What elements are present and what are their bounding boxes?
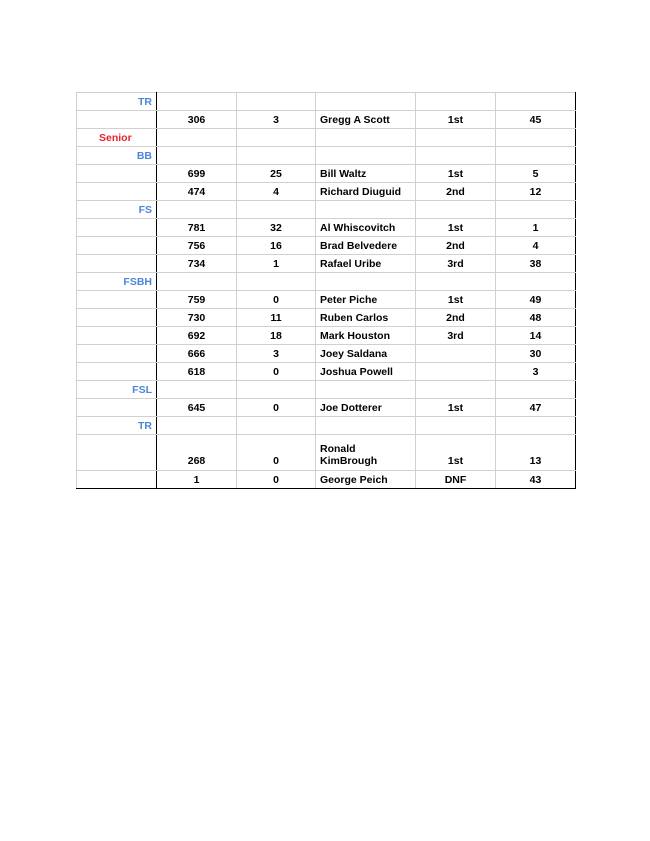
entry-count: 0 [237,435,316,471]
entry-ref: 49 [496,291,576,309]
entry-ref: 38 [496,255,576,273]
entry-number: 692 [157,327,237,345]
entry-name [316,435,416,471]
entry-name: Joe Dotterer [316,399,416,417]
entry-ref: 3 [496,363,576,381]
entry-name: Joshua Powell [316,363,416,381]
entry-place: DNF [416,471,496,489]
entry-number: 306 [157,111,237,129]
table-row [77,471,576,489]
entry-name: Gregg A Scott [316,111,416,129]
entry-ref: 14 [496,327,576,345]
entry-number: 474 [157,183,237,201]
entry-place: 3rd [416,327,496,345]
entry-ref: 5 [496,165,576,183]
entry-place: 1st [416,111,496,129]
entry-count: 3 [237,111,316,129]
table-row [77,399,576,417]
table-row [77,219,576,237]
category-row-fsl [77,381,576,399]
entry-name: Peter Piche [316,291,416,309]
table-row [77,309,576,327]
entry-ref: 4 [496,237,576,255]
category-label: TR [77,417,157,435]
entry-count: 16 [237,237,316,255]
entry-name: Joey Saldana [316,345,416,363]
table-row [77,291,576,309]
table-row [77,435,576,471]
entry-count: 0 [237,291,316,309]
entry-place: 1st [416,435,496,471]
category-row-tr [77,93,576,111]
entry-count: 18 [237,327,316,345]
entry-ref: 47 [496,399,576,417]
entry-place: 2nd [416,183,496,201]
entry-count: 1 [237,255,316,273]
category-label: TR [77,93,157,111]
entry-place: 1st [416,291,496,309]
table-row [77,237,576,255]
entry-name: Rafael Uribe [316,255,416,273]
entry-place: 3rd [416,255,496,273]
entry-ref: 12 [496,183,576,201]
entry-name: Mark Houston [316,327,416,345]
entry-number: 666 [157,345,237,363]
category-row-tr [77,417,576,435]
entry-name: Bill Waltz [316,165,416,183]
entry-ref: 13 [496,435,576,471]
entry-number: 781 [157,219,237,237]
category-label: FS [77,201,157,219]
entry-name: Al Whiscovitch [316,219,416,237]
category-label: FSL [77,381,157,399]
entry-name-line-1: Ronald [320,443,356,455]
results-table [76,92,576,489]
category-row-fsbh [77,273,576,291]
entry-name: Ruben Carlos [316,309,416,327]
entry-place [416,363,496,381]
table-row [77,255,576,273]
entry-place [416,345,496,363]
table-row [77,363,576,381]
entry-ref: 43 [496,471,576,489]
table-row [77,165,576,183]
entry-count: 11 [237,309,316,327]
entry-ref: 45 [496,111,576,129]
entry-number: 759 [157,291,237,309]
entry-count: 32 [237,219,316,237]
category-label: FSBH [77,273,157,291]
entry-number: 1 [157,471,237,489]
entry-ref: 30 [496,345,576,363]
category-label: BB [77,147,157,165]
division-row-senior [77,129,576,147]
entry-count: 4 [237,183,316,201]
division-label: Senior [77,129,157,147]
entry-number: 734 [157,255,237,273]
entry-count: 0 [237,399,316,417]
table-row [77,327,576,345]
entry-count: 3 [237,345,316,363]
category-row-bb [77,147,576,165]
entry-number: 730 [157,309,237,327]
table-row [77,345,576,363]
entry-number: 756 [157,237,237,255]
entry-number: 268 [157,435,237,471]
entry-place: 2nd [416,309,496,327]
entry-place: 1st [416,165,496,183]
table-row [77,111,576,129]
entry-count: 0 [237,471,316,489]
entry-count: 0 [237,363,316,381]
entry-place: 2nd [416,237,496,255]
entry-ref: 48 [496,309,576,327]
entry-count: 25 [237,165,316,183]
entry-place: 1st [416,399,496,417]
table-row [77,183,576,201]
entry-number: 645 [157,399,237,417]
entry-number: 618 [157,363,237,381]
entry-place: 1st [416,219,496,237]
category-row-fs [77,201,576,219]
entry-name: Brad Belvedere [316,237,416,255]
entry-number: 699 [157,165,237,183]
entry-name: Richard Diuguid [316,183,416,201]
entry-name-line-2: KimBrough [320,455,378,467]
entry-name: George Peich [316,471,416,489]
entry-ref: 1 [496,219,576,237]
